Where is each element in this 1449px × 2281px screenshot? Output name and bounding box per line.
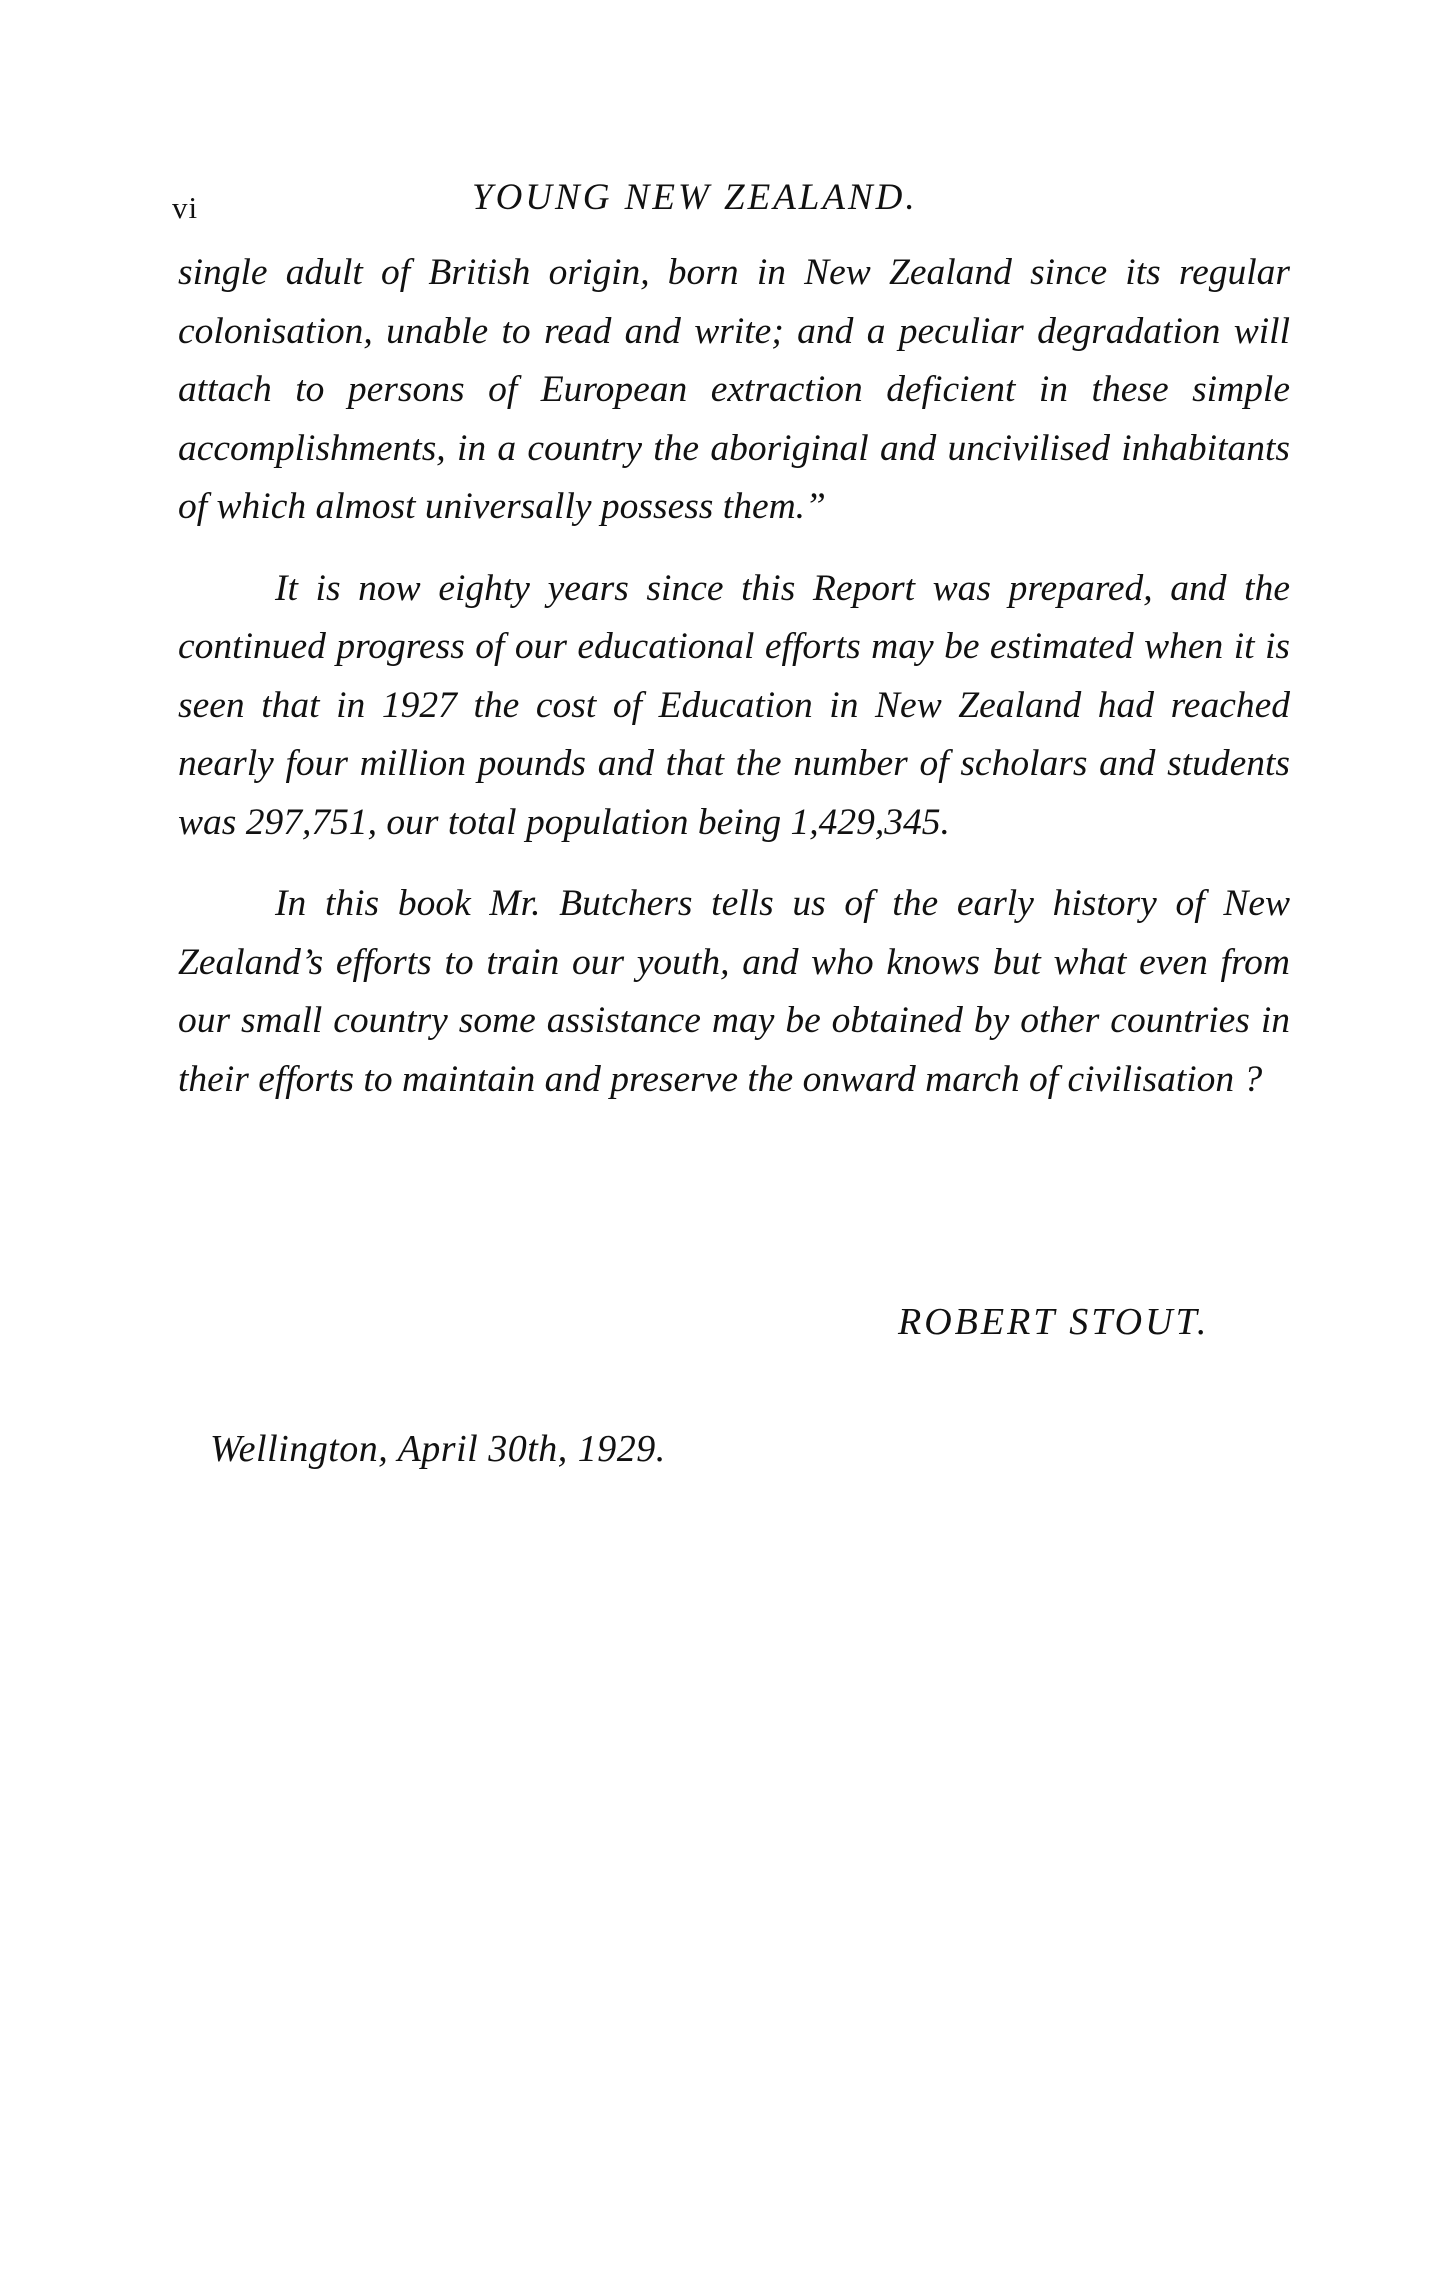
page-number: vi	[172, 190, 199, 225]
running-head	[172, 176, 1292, 236]
signature: ROBERT STOUT.	[898, 1301, 1210, 1343]
dateline: Wellington, April 30th, 1929.	[210, 1428, 666, 1470]
running-title: YOUNG NEW ZEALAND.	[472, 177, 918, 218]
paragraph-book-summary: In this book Mr. Butchers tells us of the early history of New Zealand’s efforts to train our youth, and who knows but what even from our small country some assistance may be obtained by other countries in their efforts to maintain and preserve the onward march of civilisation ?	[178, 883, 1290, 1100]
paragraph-report-progress: It is now eighty years since this Report was prepared, and the continued progress of our educational efforts may be estimated when it is seen that in 1927 the cost of Education in New Zealand had reached nearly four million pounds and that the number of scholars and students was 297,751, our total population being 1,429,345.	[178, 567, 1290, 843]
body-text	[178, 244, 1290, 1109]
paragraph-continued: single adult of British origin, born in New Zealand since its regular colonisation, unable to read and write; and a peculiar degradation will attach to persons of European extraction deficient in these simple accomplishments, in a country the aboriginal and uncivilised inhabitants of which almost universally possess them.”	[178, 252, 1290, 527]
